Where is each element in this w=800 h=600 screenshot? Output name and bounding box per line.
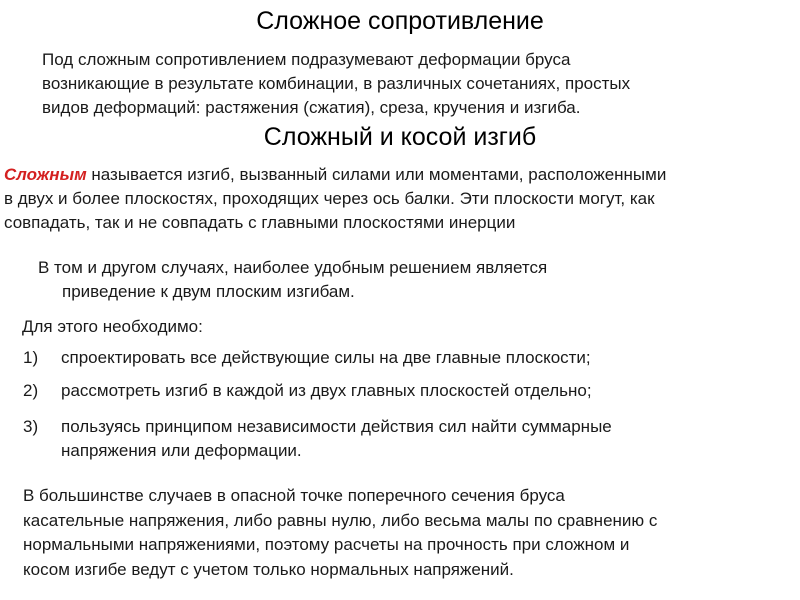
list-number: 3): [23, 417, 39, 436]
list-text-block: [61, 415, 612, 463]
list-text: спроектировать все действующие силы на две главные плоскости;: [61, 348, 591, 367]
intro-paragraph: [42, 48, 630, 120]
definition-paragraph: [4, 163, 666, 235]
definition-line: в двух и более плоскостях, проходящих через ось балки. Эти плоскости могут, как: [4, 189, 655, 208]
list-text: рассмотреть изгиб в каждой из двух главных плоскостей отдельно;: [61, 381, 592, 400]
list-number: 1): [23, 348, 39, 367]
conclusion-line: касательные напряжения, либо равны нулю, либо весьма малы по сравнению с: [23, 510, 658, 530]
intro-line: Под сложным сопротивлением подразумевают деформации бруса: [42, 50, 571, 69]
conclusion-line: нормальными напряжениями, поэтому расчеты на прочность при сложном и: [23, 535, 630, 554]
page-title: Сложное сопротивление: [256, 7, 544, 35]
approach-line: приведение к двум плоским изгибам.: [62, 282, 355, 301]
conclusion-line: В большинстве случаев в опасной точке поперечного сечения бруса: [23, 486, 565, 505]
section-title: Сложный и косой изгиб: [263, 123, 537, 151]
definition-line: совпадать, так и не совпадать с главными плоскостями инерции: [4, 213, 516, 232]
list-text: напряжения или деформации.: [61, 441, 302, 460]
approach-line: В том и другом случаях, наиболее удобным решением является: [38, 258, 548, 277]
list-intro: Для этого необходимо:: [22, 317, 203, 336]
intro-line: видов деформаций: растяжения (сжатия), среза, кручения и изгиба.: [42, 98, 581, 117]
definition-text: называется изгиб, вызванный силами или моментами, расположенными: [86, 165, 667, 184]
list-text: пользуясь принципом независимости действия сил найти суммарные: [61, 417, 612, 436]
definition-line: [4, 163, 666, 187]
conclusion-paragraph: [23, 484, 657, 582]
intro-line: возникающие в результате комбинации, в различных сочетаниях, простых: [42, 74, 631, 93]
highlighted-term: Сложным: [4, 165, 87, 184]
approach-paragraph: [38, 256, 547, 304]
list-number: 2): [23, 381, 39, 400]
conclusion-line: косом изгибе ведут с учетом только нормальных напряжений.: [23, 559, 514, 579]
